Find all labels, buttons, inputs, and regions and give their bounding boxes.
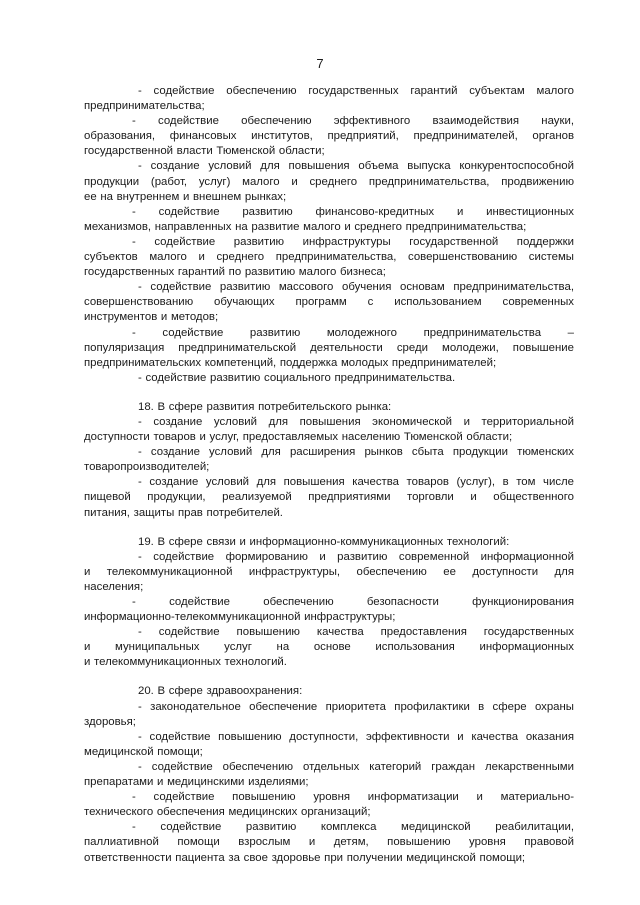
text-line: - содействие повышению уровня информатизации и материально- — [132, 791, 574, 804]
text-line: 18. В сфере развития потребительского рынка: — [138, 400, 392, 413]
text-line: и муниципальных услуг на основе использования информационных — [84, 641, 574, 654]
text-line: - содействие формированию и развитию современной информационной — [138, 550, 574, 563]
text-line: - содействие обеспечению эффективного взаимодействия науки, — [132, 115, 574, 128]
text-line: - законодательное обеспечение приоритета профилактики в сфере охраны — [138, 700, 574, 713]
text-line: - создание условий для повышения качества товаров (услуг), в том числе — [138, 476, 574, 489]
text-line: предпринимательских компетенций, поддержка молодых предпринимателей; — [84, 356, 497, 369]
text-line: и телекоммуникационных технологий. — [84, 656, 287, 669]
text-line: - содействие развитию молодежного предпринимательства – — [132, 326, 574, 339]
text-line: - содействие обеспечению государственных гарантий субъектам малого — [138, 85, 574, 97]
text-line: - содействие развитию финансово-кредитных и инвестиционных — [132, 205, 574, 218]
page-number: 7 — [316, 56, 324, 71]
text-line: популяризация предпринимательской деятельности среди молодежи, повышение — [84, 341, 574, 354]
text-line: и телекоммуникационной инфраструктуры, обеспечению ее доступности для — [84, 565, 574, 578]
document-section — [84, 84, 574, 386]
text-line: - содействие развитию комплекса медицинской реабилитации, — [132, 821, 574, 834]
text-line: технического обеспечения медицинских организаций; — [84, 806, 371, 819]
text-line: - содействие развитию социального предпринимательства. — [138, 371, 456, 384]
text-line: государственной власти Тюменской области; — [84, 145, 325, 158]
text-line: питания, защиты прав потребителей. — [84, 506, 283, 519]
text-line: - содействие повышению качества предоставления государственных — [138, 626, 574, 639]
text-line: населения; — [84, 580, 144, 593]
text-line: субъектов малого и среднего предпринимательства, совершенствованию системы — [84, 251, 574, 264]
text-line: совершенствованию обучающих программ с использованием современных — [84, 296, 574, 309]
text-line: паллиативной помощи взрослым и детям, повышению уровня правовой — [84, 836, 574, 849]
text-line: предпринимательства; — [84, 100, 205, 113]
text-line: - содействие развитию массового обучения основам предпринимательства, — [138, 281, 574, 294]
text-line: информационно-телекоммуникационной инфраструктуры; — [84, 611, 396, 624]
text-line: инструментов и методов; — [84, 311, 219, 324]
text-line: - содействие повышению доступности, эффективности и качества оказания — [138, 730, 574, 743]
text-line: - создание условий для повышения экономической и территориальной — [138, 415, 574, 428]
text-line: доступности товаров и услуг, предоставляемых населению Тюменской области; — [84, 431, 513, 444]
text-line: - содействие обеспечению отдельных категорий граждан лекарственными — [138, 760, 574, 773]
document-section — [84, 684, 574, 865]
text-line: государственных гарантий по развитию малого бизнеса; — [84, 266, 386, 279]
text-line: продукции (работ, услуг) малого и среднего предпринимательства, продвижению — [84, 175, 574, 188]
text-line: - содействие обеспечению безопасности функционирования — [132, 596, 574, 608]
document-section — [84, 535, 574, 671]
text-line: образования, финансовых институтов, предприятий, предпринимателей, органов — [84, 130, 574, 143]
text-line: медицинской помощи; — [84, 745, 203, 758]
document-section — [84, 400, 574, 521]
text-line: препаратами и медицинскими изделиями; — [84, 776, 309, 789]
text-line: 20. В сфере здравоохранения: — [138, 685, 303, 698]
text-line: ответственности пациента за свое здоровье при получении медицинской помощи; — [84, 851, 526, 864]
text-line: пищевой продукции, реализуемой предприятиями торговли и общественного — [84, 491, 574, 504]
text-line: - создание условий для расширения рынков сбыта продукции тюменских — [138, 446, 574, 459]
text-line: товаропроизводителей; — [84, 461, 210, 474]
text-line: здоровья; — [84, 715, 136, 728]
text-line: ее на внутреннем и внешнем рынках; — [84, 190, 287, 203]
text-line: - создание условий для повышения объема выпуска конкурентоспособной — [138, 160, 574, 173]
text-line: 19. В сфере связи и информационно-коммуникационных технологий: — [138, 535, 510, 548]
text-line: - содействие развитию инфраструктуры государственной поддержки — [132, 235, 574, 248]
text-line: механизмов, направленных на развитие малого и среднего предпринимательства; — [84, 220, 527, 233]
document-body — [84, 84, 574, 866]
